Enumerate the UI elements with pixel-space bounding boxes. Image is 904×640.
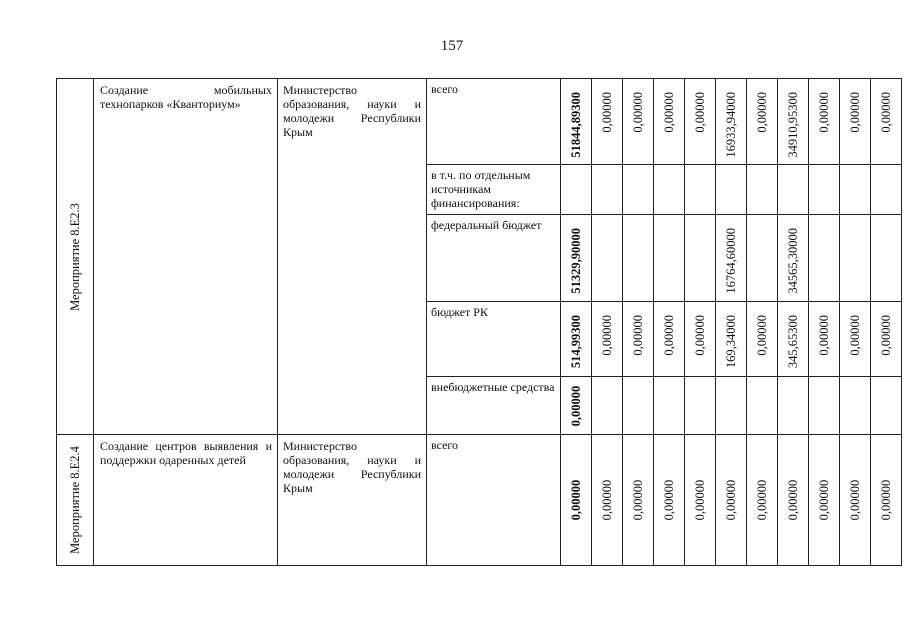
value-cell bbox=[871, 165, 902, 215]
value-text: 0,00000 bbox=[879, 479, 893, 521]
value-text: 514,99300 bbox=[569, 315, 583, 369]
value-text: 16764,60000 bbox=[724, 228, 738, 294]
value-cell bbox=[654, 377, 685, 435]
value-text: 169,34000 bbox=[724, 315, 738, 369]
value-text: 0,00000 bbox=[724, 479, 738, 521]
value-text: 0,00000 bbox=[786, 479, 800, 521]
value-cell bbox=[685, 302, 716, 377]
activity-code-text: Мероприятие 8.Е2.3 bbox=[68, 202, 82, 311]
value-text: 0,00000 bbox=[662, 479, 676, 521]
value-cell bbox=[840, 302, 871, 377]
value-cell bbox=[685, 79, 716, 165]
value-cell bbox=[840, 165, 871, 215]
value-text: 0,00000 bbox=[569, 479, 583, 521]
value-cell bbox=[654, 215, 685, 302]
value-text: 0,00000 bbox=[600, 92, 614, 133]
value-text: 51844,89300 bbox=[569, 92, 583, 158]
value-cell bbox=[623, 302, 654, 377]
value-cell bbox=[747, 79, 778, 165]
total-value-cell bbox=[561, 435, 592, 566]
value-text: 0,00000 bbox=[879, 315, 893, 356]
value-cell bbox=[778, 302, 809, 377]
value-cell bbox=[685, 435, 716, 566]
funding-source: в т.ч. по отдельным источникам финансирования: bbox=[427, 165, 561, 215]
value-cell bbox=[592, 377, 623, 435]
funding-source: внебюджетные средства bbox=[427, 377, 561, 435]
value-cell bbox=[592, 435, 623, 566]
value-cell bbox=[809, 165, 840, 215]
value-text: 0,00000 bbox=[755, 479, 769, 521]
value-cell bbox=[840, 435, 871, 566]
value-text: 0,00000 bbox=[817, 92, 831, 133]
value-text: 0,00000 bbox=[848, 92, 862, 133]
value-cell bbox=[747, 435, 778, 566]
funding-source: всего bbox=[427, 435, 561, 566]
value-cell bbox=[778, 165, 809, 215]
value-cell bbox=[778, 435, 809, 566]
value-text: 345,65300 bbox=[786, 315, 800, 369]
value-cell bbox=[685, 215, 716, 302]
value-cell bbox=[654, 302, 685, 377]
value-text: 0,00000 bbox=[693, 479, 707, 521]
activity-code bbox=[57, 79, 94, 435]
value-cell bbox=[840, 215, 871, 302]
value-text: 0,00000 bbox=[755, 315, 769, 356]
total-value-cell bbox=[561, 377, 592, 435]
value-cell bbox=[747, 302, 778, 377]
activity-code-text: Мероприятие 8.Е2.4 bbox=[68, 446, 82, 554]
value-text: 16933,94000 bbox=[724, 92, 738, 158]
value-cell bbox=[809, 215, 840, 302]
value-cell bbox=[716, 435, 747, 566]
value-cell bbox=[592, 165, 623, 215]
value-cell bbox=[623, 215, 654, 302]
value-cell bbox=[716, 215, 747, 302]
value-cell bbox=[809, 79, 840, 165]
value-cell bbox=[716, 165, 747, 215]
value-text: 34565,30000 bbox=[786, 228, 800, 294]
budget-table bbox=[56, 78, 902, 566]
value-cell bbox=[654, 79, 685, 165]
value-cell bbox=[623, 377, 654, 435]
value-cell bbox=[685, 377, 716, 435]
value-cell bbox=[747, 165, 778, 215]
value-cell bbox=[654, 165, 685, 215]
total-value-cell bbox=[561, 165, 592, 215]
funding-source: бюджет РК bbox=[427, 302, 561, 377]
value-text: 51329,90000 bbox=[569, 228, 583, 294]
total-value-cell bbox=[561, 215, 592, 302]
value-cell bbox=[871, 79, 902, 165]
total-value-cell bbox=[561, 79, 592, 165]
value-text: 0,00000 bbox=[693, 315, 707, 356]
value-text: 0,00000 bbox=[755, 92, 769, 133]
value-text: 0,00000 bbox=[848, 479, 862, 521]
value-text: 0,00000 bbox=[817, 479, 831, 521]
value-cell bbox=[840, 79, 871, 165]
value-text: 0,00000 bbox=[662, 315, 676, 356]
value-text: 0,00000 bbox=[631, 92, 645, 133]
value-cell bbox=[716, 302, 747, 377]
value-cell bbox=[623, 165, 654, 215]
value-cell bbox=[716, 377, 747, 435]
value-cell bbox=[871, 435, 902, 566]
value-text: 0,00000 bbox=[879, 92, 893, 133]
value-text: 0,00000 bbox=[631, 479, 645, 521]
value-text: 0,00000 bbox=[848, 315, 862, 356]
total-value-cell bbox=[561, 302, 592, 377]
value-text: 34910,95300 bbox=[786, 92, 800, 158]
value-cell bbox=[809, 302, 840, 377]
value-text: 0,00000 bbox=[600, 315, 614, 356]
activity-name: Создание центров выявления и поддержки одаренных детей bbox=[94, 435, 278, 566]
value-cell bbox=[623, 79, 654, 165]
value-cell bbox=[685, 165, 716, 215]
value-cell bbox=[809, 435, 840, 566]
value-cell bbox=[592, 215, 623, 302]
value-cell bbox=[840, 377, 871, 435]
value-cell bbox=[778, 215, 809, 302]
funding-source: федеральный бюджет bbox=[427, 215, 561, 302]
value-cell bbox=[778, 377, 809, 435]
responsible-org: Министерство образования, науки и молодежи Республики Крым bbox=[278, 435, 427, 566]
funding-source: всего bbox=[427, 79, 561, 165]
value-cell bbox=[871, 215, 902, 302]
value-text: 0,00000 bbox=[569, 385, 583, 426]
value-cell bbox=[623, 435, 654, 566]
value-cell bbox=[747, 377, 778, 435]
value-cell bbox=[778, 79, 809, 165]
value-cell bbox=[809, 377, 840, 435]
value-cell bbox=[747, 215, 778, 302]
value-text: 0,00000 bbox=[817, 315, 831, 356]
value-cell bbox=[871, 377, 902, 435]
value-text: 0,00000 bbox=[600, 479, 614, 521]
activity-code bbox=[57, 435, 94, 566]
activity-name: Создание мобильных технопарков «Кванториум» bbox=[94, 79, 278, 435]
responsible-org: Министерство образования, науки и молодежи Республики Крым bbox=[278, 79, 427, 435]
value-cell bbox=[592, 302, 623, 377]
value-cell bbox=[654, 435, 685, 566]
value-text: 0,00000 bbox=[631, 315, 645, 356]
table-row bbox=[57, 79, 902, 165]
value-cell bbox=[716, 79, 747, 165]
value-cell bbox=[871, 302, 902, 377]
value-text: 0,00000 bbox=[693, 92, 707, 133]
value-text: 0,00000 bbox=[662, 92, 676, 133]
page-number: 157 bbox=[440, 38, 464, 54]
value-cell bbox=[592, 79, 623, 165]
table-row bbox=[57, 435, 902, 566]
